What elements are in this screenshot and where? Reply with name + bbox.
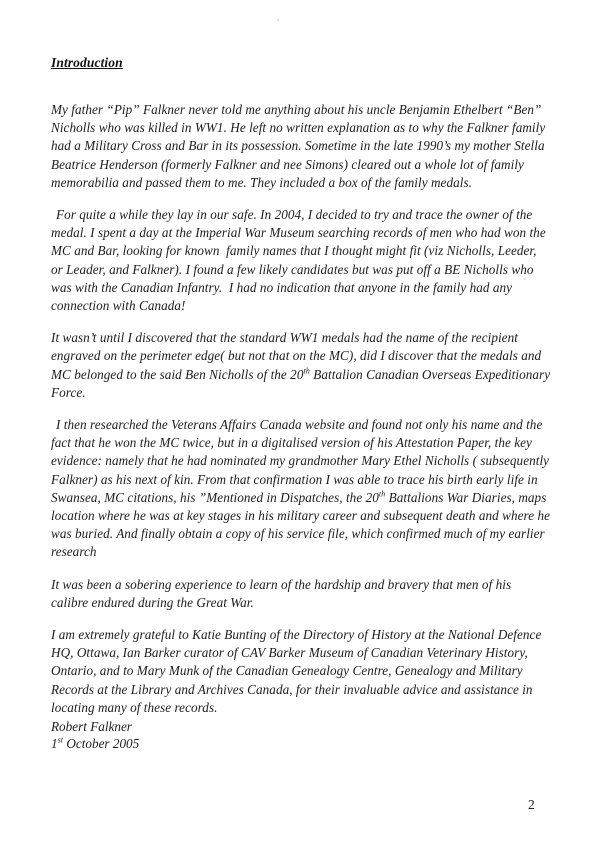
- text-run: I am extremely grateful to Katie Bunting of the Directory of History at the National Defence HQ, Ottawa, Ian Barker curator of CAV Barker Museum of Canadian Veterinary History, Ontario, and to Mary Munk of the Canadian Genealogy Centre, Genealogy and Military Records at the Library and Archives Canada, for their invaluable advice and assistance in locating many of these records.: [51, 627, 545, 715]
- page-title: Introduction: [51, 55, 123, 70]
- text-run: It wasn’t until I discovered that the standard WW1 medals had the name of the recipient engraved on the perimeter edge( but not that on the MC), did I discover that the medals and MC belonged to the said Ben Nicholls of the 20: [51, 330, 545, 382]
- ordinal-superscript: th: [303, 366, 310, 376]
- signature-name: Robert Falkner: [51, 719, 132, 734]
- text-run: Battalion Canadian Overseas Expeditionary Force.: [51, 366, 554, 400]
- para-6: [51, 626, 551, 717]
- para-1: [51, 101, 551, 192]
- document-body: [51, 0, 554, 717]
- text-run: Battalions War Diaries, maps location where he was at key stages in his military career and subsequent death and where he was buried. And finally obtain a copy of his service file, which confirmed much of my earlier research: [51, 489, 554, 560]
- text-run: It was been a sobering experience to learn of the hardship and bravery that men of his calibre endured during the Great War.: [51, 576, 515, 610]
- para-2: [51, 206, 551, 315]
- text-run: I then researched the Veterans Affairs Canada website and found not only his name and the fact that he won the MC twice, but in a digitalised version of his Attestation Paper, the key evidence: namely that he had nominated my grandmother Mary Ethel Nicholls ( subsequently Falkner) as his next of kin. From that confirmation I was able to trace his birth early life in Swansea, MC citations, his ”Mentioned in Dispatches, the 20: [51, 417, 553, 505]
- para-5: [51, 576, 551, 612]
- signature-block: [51, 718, 139, 752]
- page-number: 2: [528, 797, 535, 812]
- text-run: My father “Pip” Falkner never told me anything about his uncle Benjamin Ethelbert “Ben” Nicholls who was killed in WW1. He left no written explanation as to why the Falkner family had a Military Cross and Bar in its possession. Sometime in the late 1990’s my mother Stella Beatrice Henderson (formerly Falkner and nee Simons) cleared out a whole lot of family memorabilia and passed them to me. They included a box of the family medals.: [51, 102, 549, 190]
- signature-date: [51, 735, 139, 752]
- para-3: [51, 329, 554, 402]
- text-run: For quite a while they lay in our safe. In 2004, I decided to try and trace the owner of the medal. I spent a day at the Imperial War Museum searching records of men who had won the MC and Bar, looking for known family names that I thought might fit (viz Nicholls, Leeder, or Leader, and Falkner). I found a few likely candidates but was put off a BE Nicholls who was with the Canadian Infantry. I had no indication that anyone in the family had any connection with Canada!: [51, 207, 550, 314]
- signature-date-ordinal: st: [57, 735, 64, 745]
- paragraph-container: [51, 101, 554, 717]
- para-4: [51, 416, 554, 562]
- ordinal-superscript: th: [378, 489, 386, 499]
- signature-date-day: 1: [51, 736, 58, 751]
- signature-date-rest: October 2005: [63, 736, 140, 751]
